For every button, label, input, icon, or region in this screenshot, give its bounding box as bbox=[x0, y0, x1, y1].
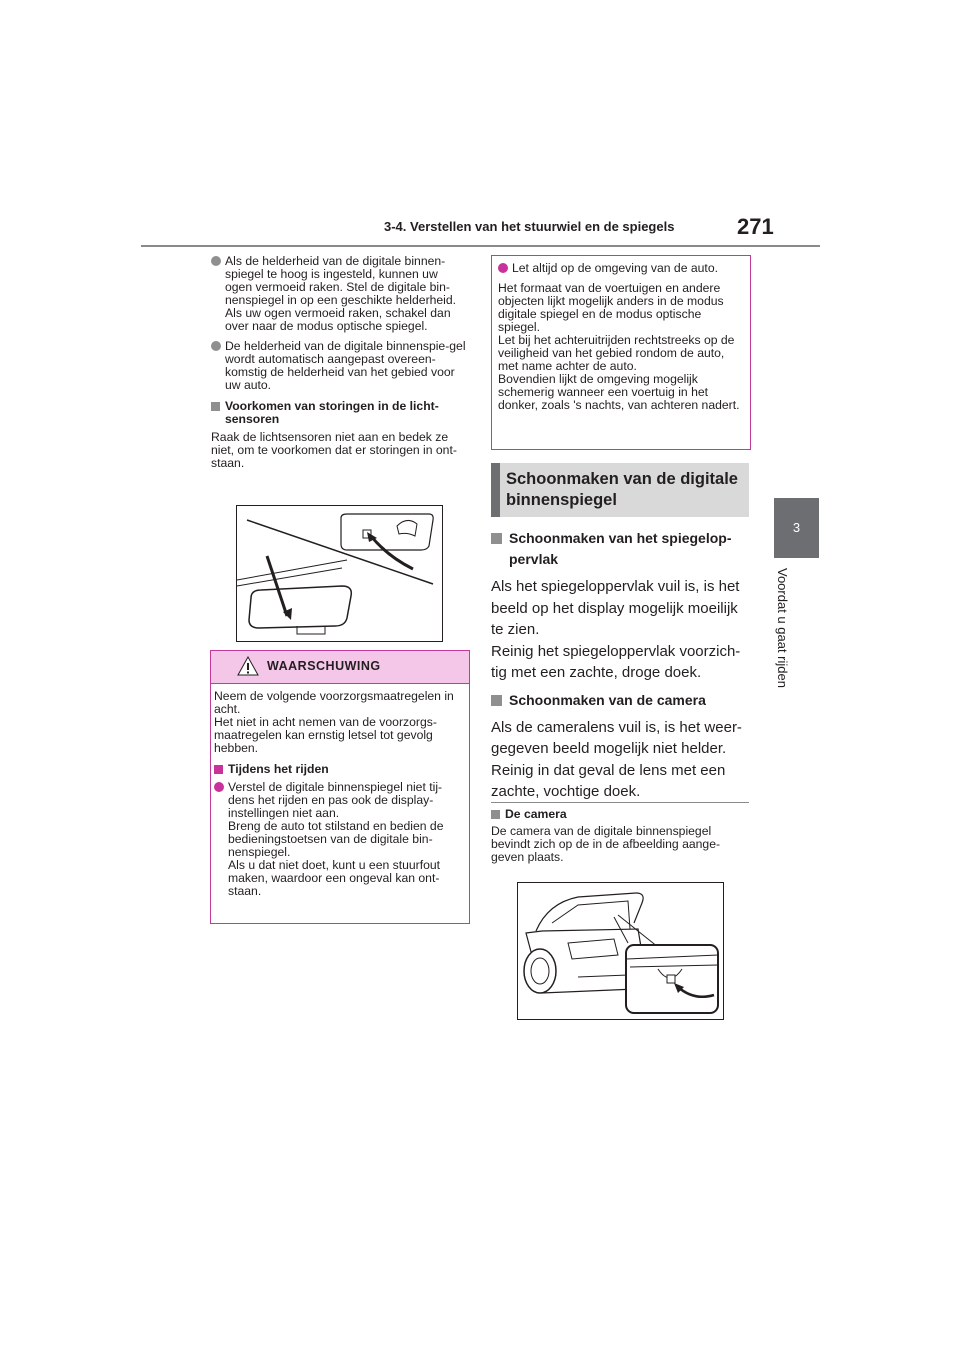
section-heading-bar bbox=[491, 463, 500, 517]
warning-subheading: Tijdens het rijden bbox=[214, 763, 465, 776]
bullet-dot-icon bbox=[214, 782, 224, 792]
square-bullet-icon bbox=[491, 533, 502, 544]
chapter-side-label: Voordat u gaat rijden bbox=[775, 568, 790, 688]
bullet-dot-icon bbox=[211, 341, 221, 351]
square-bullet-icon bbox=[214, 765, 223, 774]
left-column-text bbox=[211, 255, 467, 470]
right-column-text bbox=[491, 528, 749, 803]
divider bbox=[491, 802, 749, 803]
bullet-item: Als de helderheid van de digitale binnen-spiegel te hoog is ingesteld, kunnen uw ogen vermoeid raken. Stel de digitale bin-nenspiegel in op een geschikte helderheid. Als uw ogen vermoeid raken, schakel dan over naar de modus optische spiegel. bbox=[211, 255, 467, 333]
caution-bullet: Let altijd op de omgeving van de auto. bbox=[498, 262, 746, 275]
bullet-dot-icon bbox=[211, 256, 221, 266]
caution-box bbox=[491, 255, 751, 450]
warning-triangle-icon bbox=[237, 656, 259, 676]
warning-bullet: Verstel de digitale binnenspiegel niet tij-dens het rijden en pas ook de display-instellingen niet aan. Breng de auto tot stilstand en bedien de bedieningstoetsen van de digitale bin-nenspiegel. Als u dat niet doet, kunt u een stuurfout maken, waardoor een ongeval kan ont-staan. bbox=[214, 781, 465, 898]
caution-text: Het formaat van de voertuigen en andere objecten lijkt mogelijk anders in de modus digitale spiegel en de modus optische spiegel. Let bij het achteruitrijden rechtstreeks op de veiligheid van het gebied rondom de auto, met name achter de auto. Bovendien lijkt de omgeving mogelijk schemerig wanneer een voertuig in het donker, zoals 's nachts, van achteren nadert. bbox=[498, 281, 740, 412]
bullet-dot-icon bbox=[498, 263, 508, 273]
camera-note bbox=[491, 808, 749, 864]
warning-header bbox=[211, 651, 469, 684]
car-rear-camera-illustration bbox=[518, 883, 723, 1019]
section-heading bbox=[491, 463, 749, 517]
section-title: Schoonmaken van de digitale binnenspiegel bbox=[506, 470, 738, 509]
paragraph-camera-cleaning: Als de cameralens vuil is, is het weer-gegeven beeld mogelijk niet helder. Reinig in dat geval de lens met een zachte, vochtige doek. bbox=[491, 718, 742, 800]
mirror-sensor-illustration bbox=[237, 506, 442, 641]
mirror-sensor-figure bbox=[236, 505, 443, 642]
warning-intro: Neem de volgende voorzorgsmaatregelen in acht. Het niet in acht nemen van de voorzorgs-maatregelen kan ernstig letsel tot gevolg hebben. bbox=[214, 689, 454, 755]
warning-box bbox=[210, 650, 470, 924]
bullet-item: De helderheid van de digitale binnenspie-gel wordt automatisch aangepast overeen-komstig de helderheid van het gebied voor uw auto. bbox=[211, 340, 467, 392]
square-bullet-icon bbox=[211, 402, 220, 411]
heading-mirror-cleaning: Schoonmaken van het spiegelop-pervlak bbox=[491, 528, 749, 570]
paragraph: Raak de lichtsensoren niet aan en bedek ze niet, om te voorkomen dat er storingen in ont-staan. bbox=[211, 430, 457, 470]
warning-title: WAARSCHUWING bbox=[267, 659, 381, 673]
paragraph-mirror-cleaning: Als het spiegeloppervlak vuil is, is het beeld op het display mogelijk moeilijk te zien. Reinig het spiegeloppervlak voorzich-tig met een zachte, droge doek. bbox=[491, 578, 741, 681]
camera-location-figure bbox=[517, 882, 724, 1020]
running-header-title: 3-4. Verstellen van het stuurwiel en de spiegels bbox=[384, 219, 675, 234]
page-number: 271 bbox=[737, 214, 774, 239]
chapter-tab: 3 bbox=[774, 498, 819, 558]
header-rule bbox=[141, 245, 820, 247]
camera-note-text: De camera van de digitale binnenspiegel bevindt zich op de in de afbeelding aange-geven plaats. bbox=[491, 824, 721, 864]
caution-body bbox=[492, 256, 750, 412]
square-bullet-icon bbox=[491, 810, 500, 819]
warning-body bbox=[211, 684, 469, 898]
subheading: Voorkomen van storingen in de licht-sensoren bbox=[211, 400, 467, 426]
square-bullet-icon bbox=[491, 695, 502, 706]
heading-camera-cleaning: Schoonmaken van de camera bbox=[491, 690, 749, 711]
camera-note-heading: De camera bbox=[491, 808, 749, 821]
